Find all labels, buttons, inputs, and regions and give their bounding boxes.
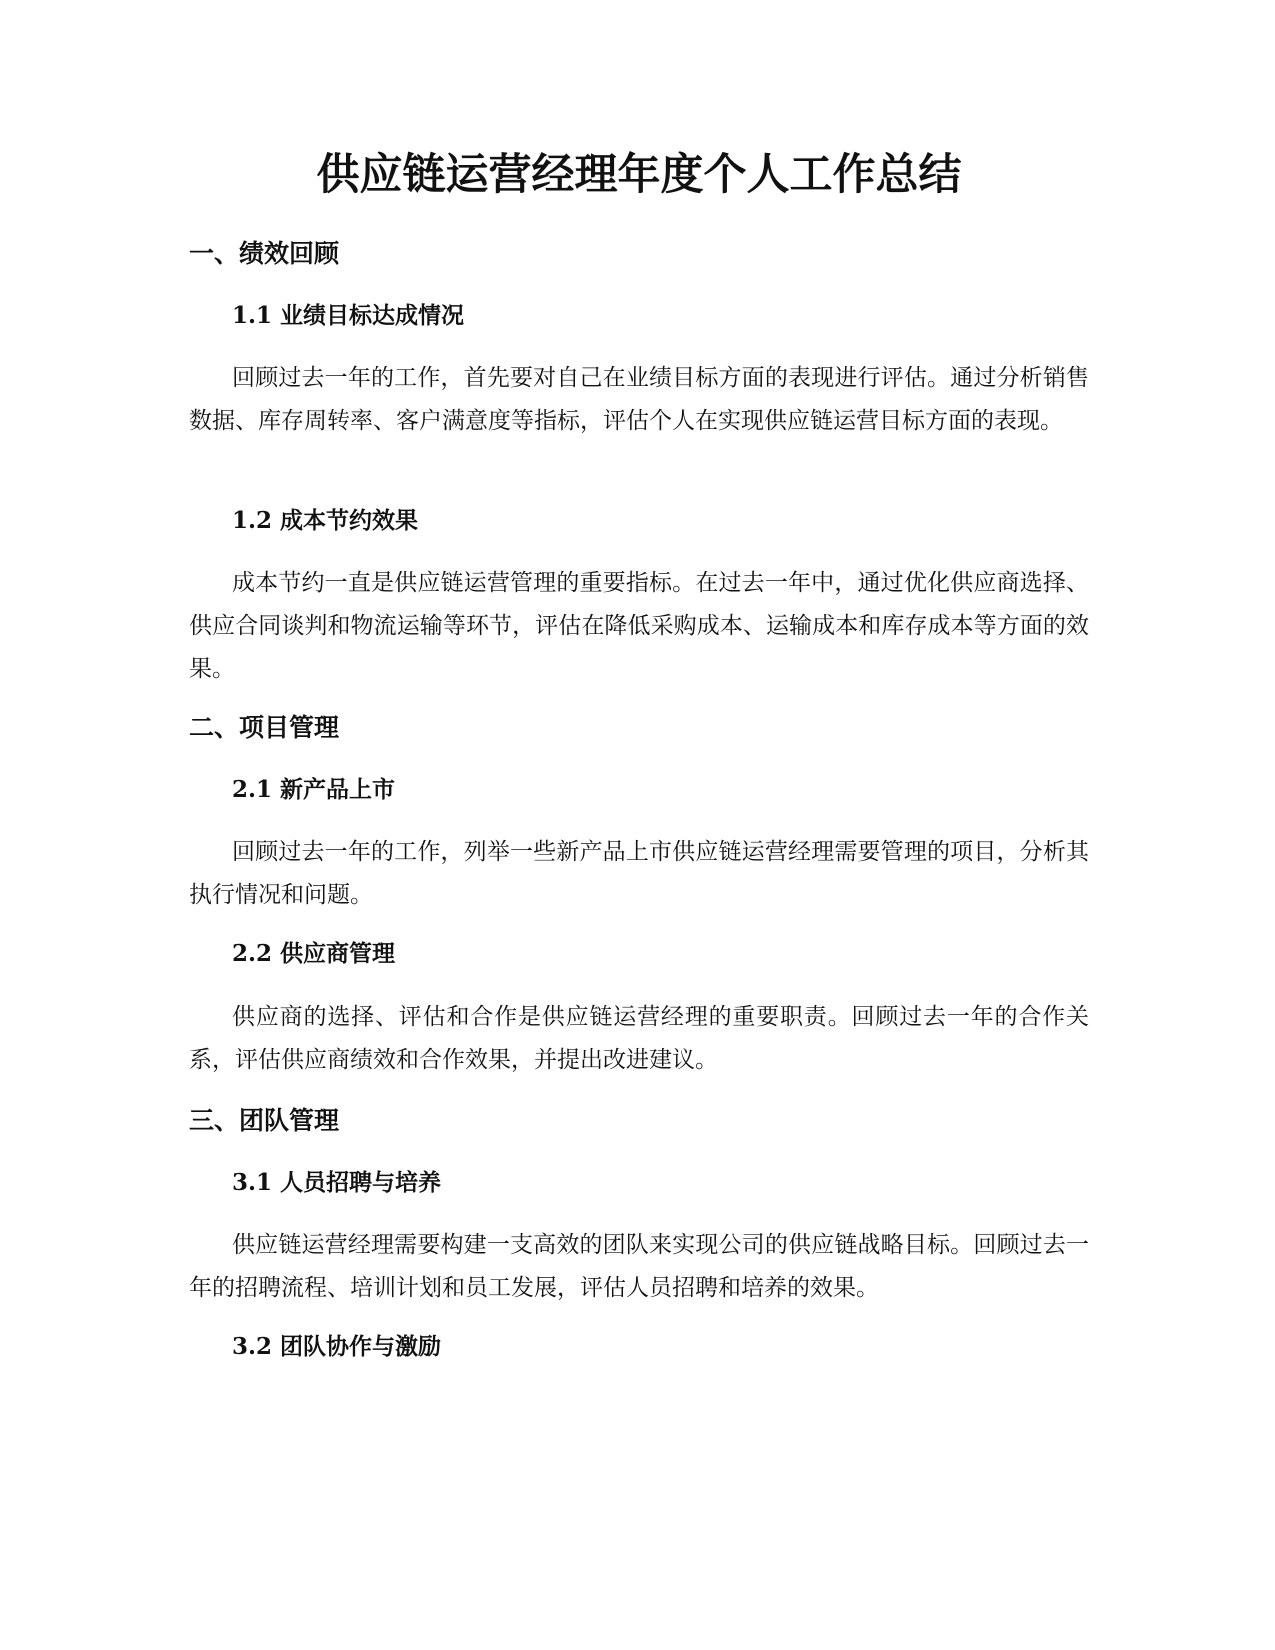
subsection-heading-3-2: 3.2 团队协作与激励 (232, 1333, 442, 1360)
subsection-heading-1-1: 1.1 业绩目标达成情况 (232, 302, 465, 329)
document-title: 供应链运营经理年度个人工作总结 (316, 150, 962, 200)
paragraph-1-1: 回顾过去一年的工作，首先要对自己在业绩目标方面的表现进行评估。通过分析销售数据、库存周转率、客户满意度等指标，评估个人在实现供应链运营目标方面的表现。 (189, 365, 1089, 434)
paragraph-1-2: 成本节约一直是供应链运营管理的重要指标。在过去一年中，通过优化供应商选择、供应合同谈判和物流运输等环节，评估在降低采购成本、运输成本和库存成本等方面的效果。 (189, 570, 1089, 682)
subsection-heading-3-1: 3.1 人员招聘与培养 (232, 1169, 442, 1196)
subsection-heading-2-2: 2.2 供应商管理 (232, 940, 396, 967)
section-heading-1: 一、绩效回顾 (189, 239, 340, 268)
subsection-heading-2-1: 2.1 新产品上市 (232, 776, 396, 803)
subsection-heading-1-2: 1.2 成本节约效果 (232, 507, 419, 534)
paragraph-2-2: 供应商的选择、评估和合作是供应链运营经理的重要职责。回顾过去一年的合作关系，评估供应商绩效和合作效果，并提出改进建议。 (189, 1004, 1089, 1073)
paragraph-3-1: 供应链运营经理需要构建一支高效的团队来实现公司的供应链战略目标。回顾过去一年的招聘流程、培训计划和员工发展，评估人员招聘和培养的效果。 (189, 1232, 1089, 1301)
section-heading-3: 三、团队管理 (189, 1106, 340, 1135)
section-heading-2: 二、项目管理 (189, 713, 340, 742)
paragraph-2-1: 回顾过去一年的工作，列举一些新产品上市供应链运营经理需要管理的项目，分析其执行情况和问题。 (189, 839, 1089, 908)
